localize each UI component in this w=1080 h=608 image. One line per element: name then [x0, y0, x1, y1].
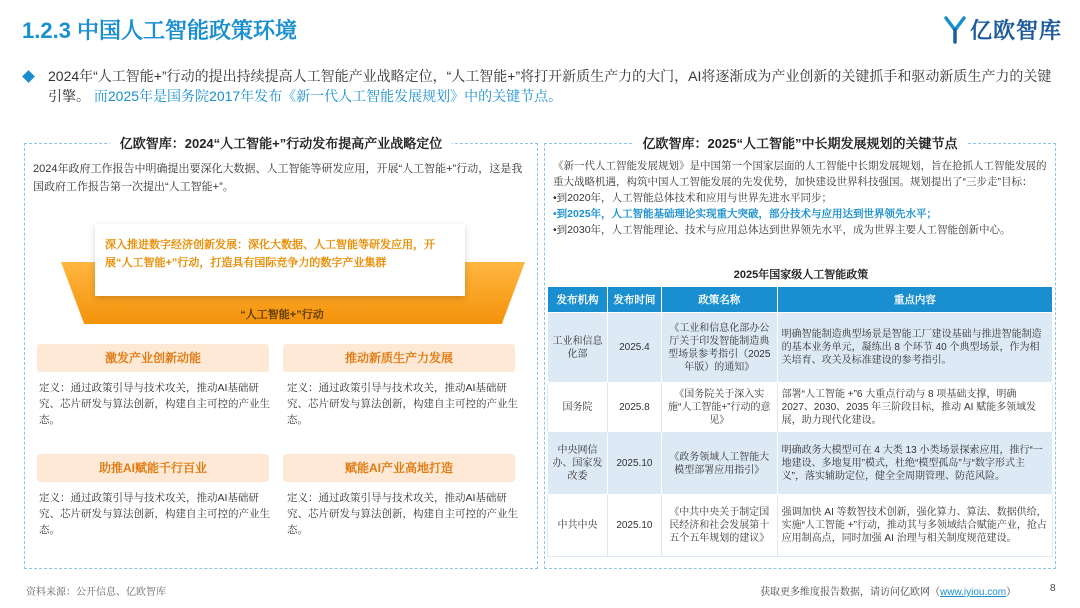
- right-panel: [544, 136, 1056, 569]
- table-title: 2025年国家级人工智能政策: [733, 269, 869, 281]
- column-header: 政策名称: [661, 287, 777, 313]
- footer-cta-text: 获取更多维度报告数据，请访问亿欧网（: [760, 587, 940, 598]
- table-cell: 部署“人工智能 +”6 大重点行动与 8 项基础支撑，明确 2027、2030、2035 年三阶段目标，推动 AI 赋能多领域发展，助力现代化建设。: [777, 383, 1052, 433]
- table-cell: 明确政务大模型可在 4 大类 13 小类场景探索应用，推行“一地建设、多地复用”模式，杜绝“模型孤岛”与“数字形式主义”，落实辅助定位，健全全周期管理、防范风险。: [777, 433, 1052, 495]
- table-cell: 《工业和信息化部办公厅关于印发智能制造典型场景参考指引（2025年版）的通知》: [661, 313, 777, 383]
- capability-definition: 定义：通过政策引导与技术攻关，推动AI基础研究、芯片研发与算法创新，构建自主可控的产业生态。: [287, 382, 518, 426]
- table-cell: 《国务院关于深入实施“人工智能+”行动的意见》: [661, 383, 777, 433]
- source-note: 资料来源：公开信息、亿欧智库: [26, 587, 166, 598]
- logo-mark-icon: [944, 16, 966, 44]
- table-cell: 《政务领域人工智能大模型部署应用指引》: [661, 433, 777, 495]
- table-cell: 2025.4: [607, 313, 661, 383]
- plan-paragraph: 《新一代人工智能发展规划》是中国第一个国家层面的人工智能中长期发展规划，旨在抢抓人工智能发展的重大战略机遇，构筑中国人工智能发展的先发优势，加快建设世界科技强国。规划提出了“三步走”目标：: [553, 160, 1047, 188]
- table-cell: 强调加快 AI 等数智技术创新，强化算力、算法、数据供给，实施“人工智能 +”行动，推动其与多领域结合赋能产业，抢占应用制高点，同时加强 AI 治理与相关制度规范建设。: [777, 495, 1052, 557]
- column-header: 重点内容: [777, 287, 1052, 313]
- page-number: 8: [1050, 583, 1056, 594]
- table-header-row: [548, 287, 1053, 313]
- plan-step-2030: •到2030年，人工智能理论、技术与应用总体达到世界领先水平，成为世界主要人工智能创新中心。: [553, 224, 1011, 236]
- logo-text: 亿欧智库: [970, 18, 1063, 43]
- capability-card: 激发产业创新动能: [37, 344, 269, 372]
- intro-paragraph: [24, 66, 1058, 106]
- left-panel-text: 2024年政府工作报告中明确提出要深化大数据、人工智能等研发应用，开展“人工智能+”行动，这是我国政府工作报告第一次提出“人工智能+”。: [33, 163, 523, 193]
- page-title: 1.2.3 中国人工智能政策环境: [22, 18, 298, 43]
- plan-step-2020: •到2020年，人工智能总体技术和应用与世界先进水平同步；: [553, 192, 833, 204]
- capability-card: 助推AI赋能千行百业: [37, 454, 269, 482]
- intro-highlight: 而2025年是国务院2017年发布《新一代人工智能发展规划》中的关键节点。: [93, 88, 563, 104]
- right-panel-title: 亿欧智库：2025“人工智能”中长期发展规划的关键节点: [633, 136, 968, 151]
- table-cell: 中央网信办、国家发改委: [548, 433, 608, 495]
- table-cell: 2025.10: [607, 433, 661, 495]
- plan-step-2025: •到2025年，人工智能基础理论实现重大突破，部分技术与应用达到世界领先水平；: [553, 208, 938, 220]
- table-row: [548, 495, 1053, 557]
- column-header: 发布机构: [548, 287, 608, 313]
- capability-definition: 定义：通过政策引导与技术攻关，推动AI基础研究、芯片研发与算法创新，构建自主可控的产业生态。: [39, 492, 270, 536]
- stage-label: “人工智能+”行动: [240, 309, 324, 321]
- stage-card: 深入推进数字经济创新发展：深化大数据、人工智能等研发应用，开展“人工智能+”行动，打造具有国际竞争力的数字产业集群: [95, 224, 465, 296]
- table-cell: 明确智能制造典型场景是智能工厂建设基础与推进智能制造的基本业务单元，凝练出 8 个环节 40 个典型场景，作为相关培育、攻关及标准建设的参考指引。: [777, 313, 1052, 383]
- table-row: [548, 383, 1053, 433]
- left-panel-title: 亿欧智库：2024“人工智能+”行动发布提高产业战略定位: [110, 136, 453, 151]
- footer-cta-end: ）: [1006, 587, 1017, 598]
- column-header: 发布时间: [607, 287, 661, 313]
- table-cell: 2025.10: [607, 495, 661, 557]
- table-row: [548, 313, 1053, 383]
- policy-table: [547, 286, 1053, 557]
- table-cell: 《中共中央关于制定国民经济和社会发展第十五个五年规划的建议》: [661, 495, 777, 557]
- capability-definition: 定义：通过政策引导与技术攻关，推动AI基础研究、芯片研发与算法创新，构建自主可控的产业生态。: [39, 382, 270, 426]
- left-panel: [24, 136, 538, 569]
- table-cell: 中共中央: [548, 495, 608, 557]
- table-row: [548, 433, 1053, 495]
- capability-definition: 定义：通过政策引导与技术攻关，推动AI基础研究、芯片研发与算法创新，构建自主可控的产业生态。: [287, 492, 518, 536]
- footer-cta: [760, 583, 1016, 598]
- logo: [944, 14, 1062, 45]
- table-cell: 2025.8: [607, 383, 661, 433]
- footer-link[interactable]: www.iyiou.com: [940, 587, 1007, 598]
- plan-description: [553, 158, 1051, 238]
- intro-main: 2024年“人工智能+”行动的提出持续提高人工智能产业战略定位，“人工智能+”将打开新质生产力的大门，AI将逐渐成为产业创新的关键抓手和驱动新质生产力的关键引擎。: [48, 68, 1052, 104]
- capability-card: 赋能AI产业高地打造: [283, 454, 515, 482]
- table-cell: 国务院: [548, 383, 608, 433]
- table-cell: 工业和信息化部: [548, 313, 608, 383]
- capability-card: 推动新质生产力发展: [283, 344, 515, 372]
